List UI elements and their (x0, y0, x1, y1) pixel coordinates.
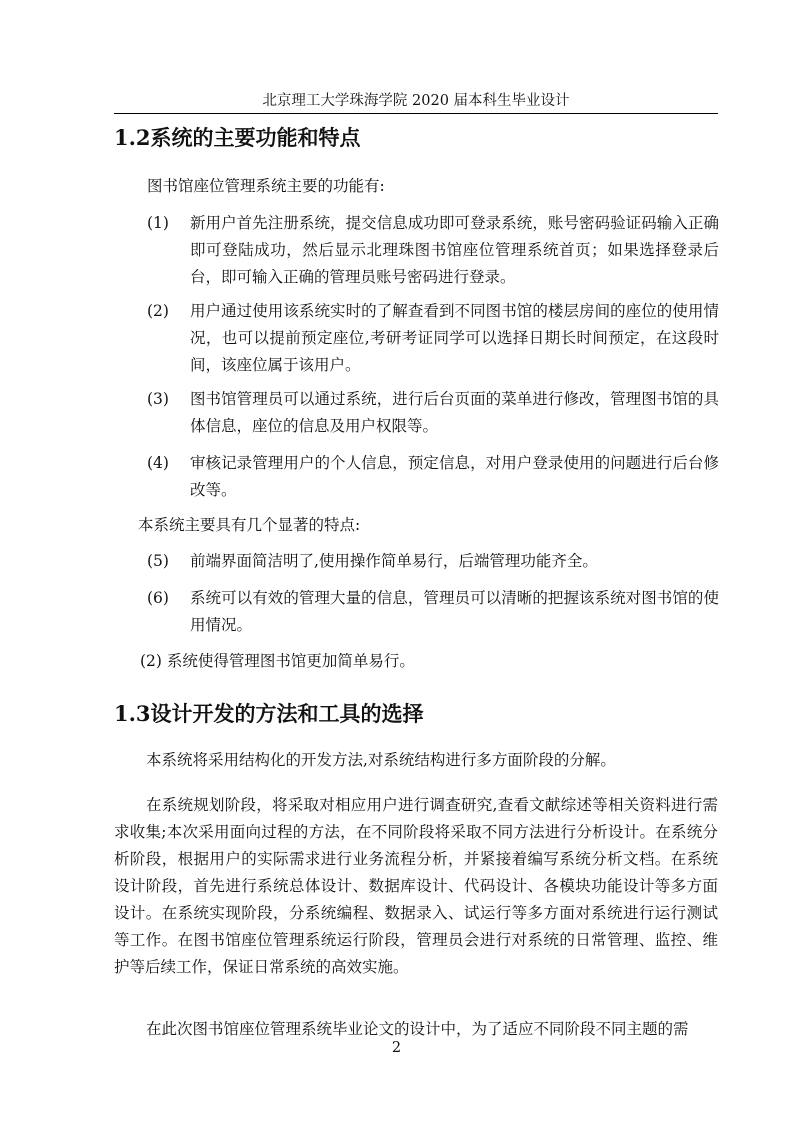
feature-number: (6) (147, 589, 169, 607)
function-number: (2) (147, 302, 169, 320)
function-text: 图书馆管理员可以通过系统，进行后台页面的菜单进行修改，管理图书馆的具体信息，座位的信息及用户权限等。 (190, 390, 719, 435)
section-heading-1-2: 1.2系统的主要功能和特点 (114, 125, 361, 150)
body-paragraph: 在此次图书馆座位管理系统毕业论文的设计中，为了适应不同阶段不同主题的需 (146, 1020, 689, 1038)
feature-item-last: (2) 系统使得管理图书馆更加简单易行。 (140, 652, 415, 670)
functions-intro: 图书馆座位管理系统主要的功能有: (147, 177, 385, 195)
function-text: 用户通过使用该系统实时的了解查看到不同图书馆的楼层房间的座位的使用情况，也可以提前预定座位,考研考证同学可以选择日期长时间预定，在这段时间，该座位属于该用户。 (190, 302, 719, 374)
section-heading-1-3: 1.3设计开发的方法和工具的选择 (114, 701, 424, 726)
function-number: (1) (147, 214, 169, 232)
feature-text: 系统可以有效的管理大量的信息，管理员可以清晰的把握该系统对图书馆的使用情况。 (190, 589, 719, 634)
page-number: 2 (391, 1040, 402, 1056)
function-text: 新用户首先注册系统，提交信息成功即可登录系统，账号密码验证码输入正确即可登陆成功，然后显示北理珠图书馆座位管理系统首页；如果选择登录后台，即可输入正确的管理员账号密码进行登录。 (190, 214, 719, 286)
function-number: (4) (147, 454, 169, 472)
feature-number: (5) (147, 552, 169, 570)
running-header: 北京理工大学珠海学院 2020 届本科生毕业设计 (262, 93, 570, 109)
body-paragraph: 在系统规划阶段，将采取对相应用户进行调查研究,查看文献综述等相关资料进行需求收集;本次采用面向过程的方法，在不同阶段将采取不同方法进行分析设计。在系统分析阶段，根据用户的实际需求进行业务流程分析，并紧接着编写系统分析文档。在系统设计阶段，首先进行系统总体设计、数据库设计、代码设计、各模块功能设计等多方面设计。在系统实现阶段，分系统编程、数据录入、试运行等多方面对系统进行运行测试等工作。在图书馆座位管理系统运行阶段，管理员会进行对系统的日常管理、监控、维护等后续工作，保证日常系统的高效实施。 (114, 796, 718, 976)
body-paragraph: 本系统将采用结构化的开发方法,对系统结构进行多方面阶段的分解。 (146, 751, 616, 769)
header-rule (114, 113, 718, 114)
features-intro: 本系统主要具有几个显著的特点: (138, 516, 361, 534)
function-text: 审核记录管理用户的个人信息，预定信息，对用户登录使用的问题进行后台修改等。 (190, 454, 719, 499)
function-number: (3) (147, 390, 169, 408)
feature-text: 前端界面简洁明了,使用操作简单易行，后端管理功能齐全。 (190, 552, 598, 570)
